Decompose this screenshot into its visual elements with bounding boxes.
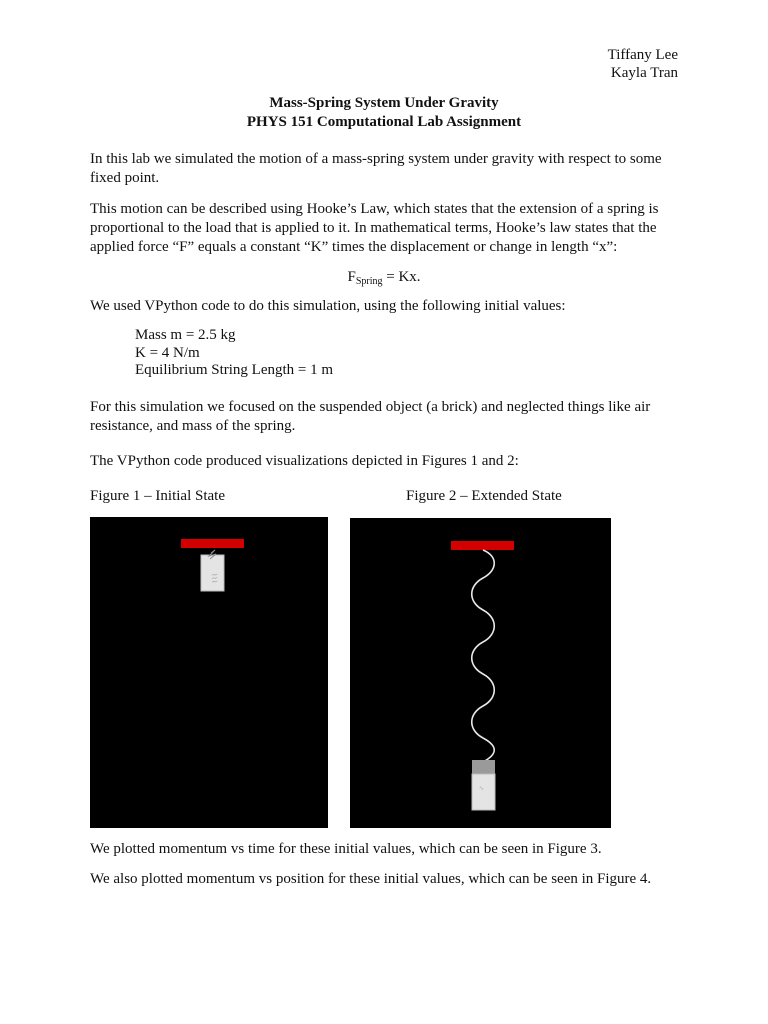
fig1-ceiling bbox=[181, 539, 244, 548]
initial-value-length: Equilibrium String Length = 1 m bbox=[135, 362, 334, 378]
document-subtitle: PHYS 151 Computational Lab Assignment bbox=[246, 114, 522, 130]
momentum-position-paragraph: We also plotted momentum vs position for these initial values, which can be seen in Figure 4. bbox=[90, 871, 652, 887]
title-block bbox=[0, 94, 768, 132]
visualizations-paragraph: The VPython code produced visualizations depicted in Figures 1 and 2: bbox=[90, 453, 519, 469]
author-name: Tiffany Lee bbox=[607, 47, 678, 63]
focus-paragraph: For this simulation we focused on the suspended object (a brick) and neglected things like air resistance, and mass of the spring. bbox=[90, 399, 651, 434]
document-title: Mass-Spring System Under Gravity bbox=[269, 95, 499, 111]
hooke-paragraph: This motion can be described using Hooke’s Law, which states that the extension of a spring is proportional to the load that is applied to it. In mathematical terms, Hooke’s law states that the applied force “F” equals a constant “K” times the displacement or change in length “x”: bbox=[90, 201, 659, 255]
initial-value-k: K = 4 N/m bbox=[135, 344, 200, 361]
fig2-brick-top bbox=[472, 760, 495, 774]
fig2-brick bbox=[472, 774, 495, 810]
author-name: Kayla Tran bbox=[610, 64, 678, 81]
vpython-paragraph: We used VPython code to do this simulation, using the following initial values: bbox=[90, 298, 566, 314]
figure1-scene bbox=[90, 517, 328, 828]
intro-paragraph: In this lab we simulated the motion of a mass-spring system under gravity with respect to some fixed point. bbox=[90, 151, 662, 186]
fig2-brick-marking: ∿ bbox=[479, 785, 485, 792]
hooke-equation bbox=[0, 268, 768, 291]
fig2-ceiling bbox=[451, 541, 514, 550]
fig1-brick-marking: ⌇⌇⌇ bbox=[210, 573, 218, 584]
equation-subscript: Spring bbox=[355, 276, 383, 287]
author-block bbox=[608, 47, 678, 82]
initial-value-mass: Mass m = 2.5 kg bbox=[135, 327, 236, 343]
equation-lhs: F bbox=[347, 269, 356, 285]
fig2-extended-spring bbox=[472, 550, 495, 762]
figure1-initial-state bbox=[90, 517, 328, 828]
equation-rhs: = Kx. bbox=[382, 269, 421, 285]
initial-values-list bbox=[135, 327, 333, 380]
figure2-extended-state bbox=[350, 518, 611, 828]
figure1-caption: Figure 1 – Initial State bbox=[90, 488, 225, 504]
momentum-time-paragraph: We plotted momentum vs time for these initial values, which can be seen in Figure 3. bbox=[90, 841, 602, 857]
figure2-scene bbox=[350, 518, 611, 828]
figure2-caption: Figure 2 – Extended State bbox=[406, 488, 562, 504]
